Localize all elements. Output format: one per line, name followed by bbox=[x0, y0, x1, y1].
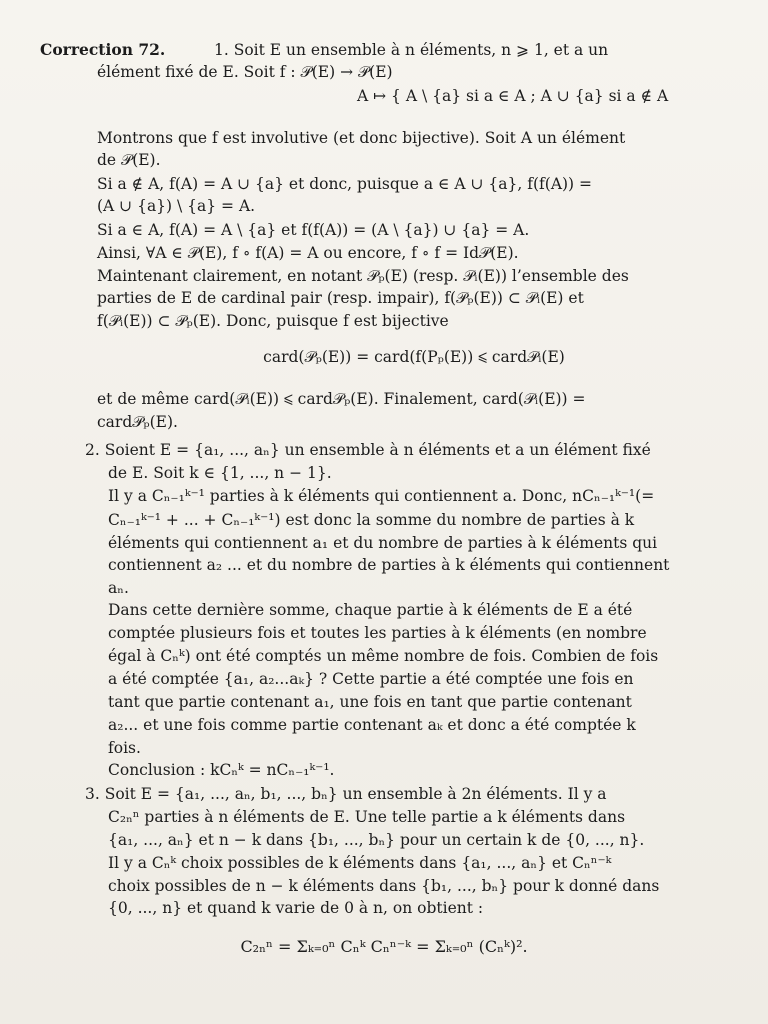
text-line: choix possibles de n − k éléments dans {b₁, ..., bₙ} pour k donné dans bbox=[108, 877, 660, 895]
text-line: 3. Soit E = {a₁, ..., aₙ, b₁, ..., bₙ} un ensemble à 2n éléments. Il y a bbox=[85, 785, 607, 803]
text-line: a été comptée {a₁, a₂...aₖ} ? Cette partie a été comptée une fois en bbox=[108, 670, 634, 688]
text-line: de E. Soit k ∈ {1, ..., n − 1}. bbox=[108, 464, 332, 482]
text-line: Ainsi, ∀A ∈ 𝒫(E), f ∘ f(A) = A ou encore, f ∘ f = Id𝒫(E). bbox=[97, 244, 519, 262]
text-line: Si a ∈ A, f(A) = A \ {a} et f(f(A)) = (A \ {a}) ∪ {a} = A. bbox=[97, 221, 530, 239]
text-line: Montrons que f est involutive (et donc bijective). Soit A un élément bbox=[97, 129, 626, 147]
text-line: Dans cette dernière somme, chaque partie à k éléments de E a été bbox=[108, 601, 633, 619]
text-line: tant que partie contenant a₁, une fois en tant que partie contenant bbox=[108, 693, 632, 711]
text-line: C₂ₙⁿ parties à n éléments de E. Une telle partie a k éléments dans bbox=[108, 808, 626, 826]
text-line: A ↦ { A \ {a} si a ∈ A ; A ∪ {a} si a ∉ A bbox=[357, 87, 669, 105]
text-line: 2. Soient E = {a₁, ..., aₙ} un ensemble à n éléments et a un élément fixé bbox=[85, 441, 651, 459]
text-line: élément fixé de E. Soit f : 𝒫(E) → 𝒫(E) bbox=[97, 63, 393, 81]
text-line: contiennent a₂ ... et du nombre de parties à k éléments qui contiennent bbox=[108, 556, 670, 574]
text-line: et de même card(𝒫ᵢ(E)) ⩽ card𝒫ₚ(E). Finalement, card(𝒫ᵢ(E)) = bbox=[97, 390, 586, 408]
text-line: comptée plusieurs fois et toutes les parties à k éléments (en nombre bbox=[108, 624, 647, 642]
text-line: a₂... et une fois comme partie contenant aₖ et donc a été comptée k bbox=[108, 716, 636, 734]
text-line: card𝒫ₚ(E). bbox=[97, 413, 178, 431]
correction-heading: Correction 72. bbox=[40, 40, 166, 59]
text-line: {a₁, ..., aₙ} et n − k dans {b₁, ..., bₙ} pour un certain k de {0, ..., n}. bbox=[108, 831, 645, 849]
text-line: Maintenant clairement, en notant 𝒫ₚ(E) (resp. 𝒫ᵢ(E)) l’ensemble des bbox=[97, 267, 629, 285]
text-line: f(𝒫ᵢ(E)) ⊂ 𝒫ₚ(E). Donc, puisque f est bijective bbox=[97, 312, 449, 330]
text-line: aₙ. bbox=[108, 579, 129, 597]
text-line: parties de E de cardinal pair (resp. impair), f(𝒫ₚ(E)) ⊂ 𝒫ᵢ(E) et bbox=[97, 289, 584, 307]
text-line: 1. Soit E un ensemble à n éléments, n ⩾ 1, et a un bbox=[214, 41, 609, 59]
text-line: Il y a Cₙ₋₁ᵏ⁻¹ parties à k éléments qui contiennent a. Donc, nCₙ₋₁ᵏ⁻¹(= bbox=[108, 487, 655, 505]
text-line: éléments qui contiennent a₁ et du nombre de parties à k éléments qui bbox=[108, 534, 658, 552]
text-line: Il y a Cₙᵏ choix possibles de k éléments dans {a₁, ..., aₙ} et Cₙⁿ⁻ᵏ bbox=[108, 854, 612, 872]
text-line: fois. bbox=[108, 739, 141, 757]
conclusion-line: Conclusion : kCₙᵏ = nCₙ₋₁ᵏ⁻¹. bbox=[108, 761, 335, 779]
equation-line: card(𝒫ₚ(E)) = card(f(Pₚ(E)) ⩽ card𝒫ᵢ(E) bbox=[263, 348, 565, 366]
text-line: égal à Cₙᵏ) ont été comptés un même nombre de fois. Combien de fois bbox=[108, 647, 659, 665]
text-line: Si a ∉ A, f(A) = A ∪ {a} et donc, puisque a ∈ A ∪ {a}, f(f(A)) = bbox=[97, 175, 593, 193]
text-line: {0, ..., n} et quand k varie de 0 à n, on obtient : bbox=[108, 899, 484, 917]
text-line: (A ∪ {a}) \ {a} = A. bbox=[97, 197, 256, 215]
text-line: Cₙ₋₁ᵏ⁻¹ + ... + Cₙ₋₁ᵏ⁻¹) est donc la somme du nombre de parties à k bbox=[108, 511, 635, 529]
text-line: de 𝒫(E). bbox=[97, 151, 161, 169]
final-equation: C₂ₙⁿ = Σₖ₌₀ⁿ Cₙᵏ Cₙⁿ⁻ᵏ = Σₖ₌₀ⁿ (Cₙᵏ)². bbox=[240, 937, 528, 956]
